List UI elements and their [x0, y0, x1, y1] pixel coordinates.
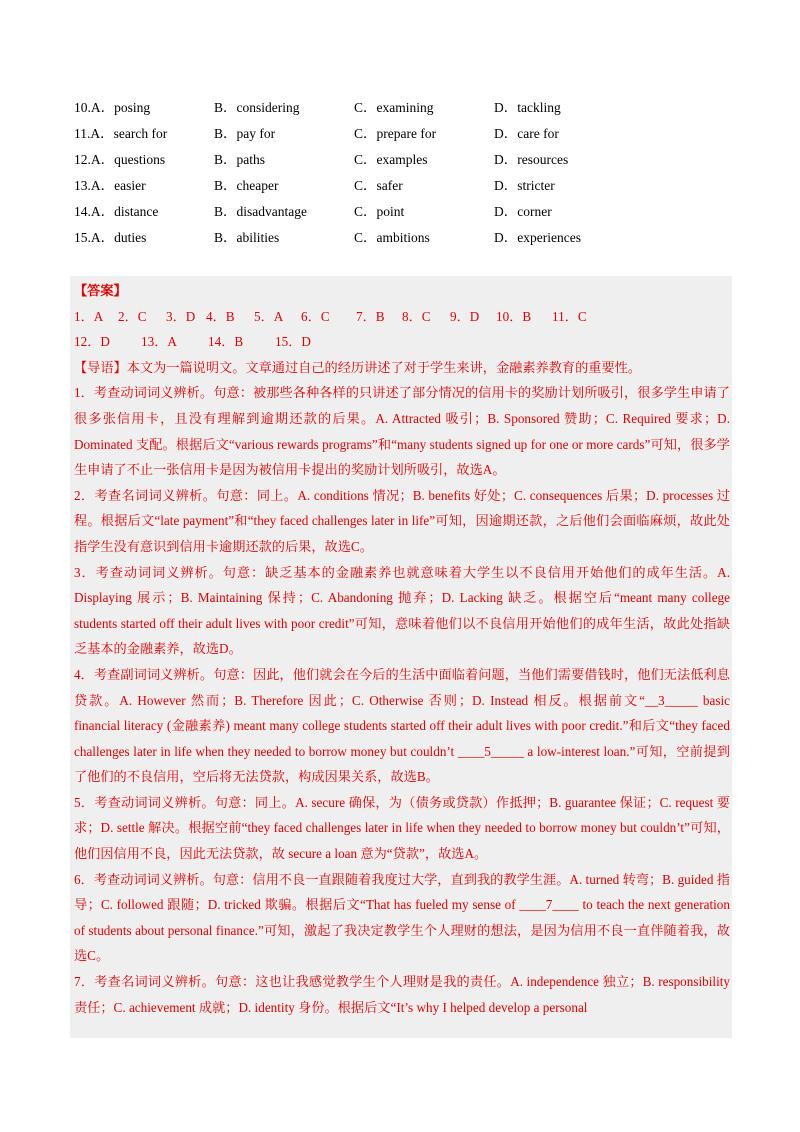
explanation-paragraph: 4．考查副词词义辨析。句意：因此，他们就会在今后的生活中面临着问题，当他们需要借钱时，他们无法低利息贷款。A. However 然而；B. Therefore 因此；C. Otherwise 否则；D. Instead 相反。根据前文“__3_____ basic financial literacy (金融素养) meant many college students started off their adult lives with poor credit.”和后文“they faced challenges later in life when they needed to borrow money but couldn’t ____5_____ a low-interest loan.”可知，空前提到了他们的不良信用，空后将无法贷款，构成因果关系，故选B。: [74, 666, 730, 785]
option-c: C．ambitions: [354, 230, 430, 245]
option-b: B．paths: [214, 152, 266, 167]
option-b: B．pay for: [214, 126, 276, 141]
explanation-paragraph: 7．考查名词词义辨析。句意：这也让我感觉教学生个人理财是我的责任。A. independence 独立；B. responsibility 责任；C. achievement 成就；D. identity 身份。根据后文“It’s why I helped develop a personal: [74, 974, 730, 1015]
answer-key: 14．B: [208, 334, 244, 350]
option-row-11: [74, 119, 734, 145]
option-b: B．abilities: [214, 230, 280, 245]
option-d: D．tackling: [494, 100, 561, 115]
option-c: C．safer: [354, 178, 403, 193]
option-a: 10.A．posing: [74, 100, 151, 115]
option-a: 13.A．easier: [74, 178, 146, 193]
options-list: [74, 93, 734, 249]
explanation-paragraph: 6．考查动词词义辨析。句意：信用不良一直跟随着我度过大学，直到我的教学生涯。A. turned 转弯；B. guided 指导；C. followed 跟随；D. tricked 欺骗。根据后文“That has fueled my sense of ____7____ to teach the next generation of students about personal finance.”可知，激起了我决定教学生个人理财的想法，是因为信用不良一直伴随着我，故选C。: [74, 871, 730, 964]
answer-key: 10．B: [496, 308, 532, 324]
option-c: C．prepare for: [354, 126, 437, 141]
answer-key: 4．B: [206, 308, 235, 324]
answer-section: [74, 278, 730, 1020]
answer-key: 1．A: [74, 308, 104, 324]
option-d: D．corner: [494, 204, 552, 219]
option-row-12: [74, 145, 734, 171]
answer-title: 【答案】: [74, 283, 127, 298]
answer-key: 13．A: [141, 334, 177, 350]
answer-key: 9．D: [450, 308, 480, 324]
answer-key: 12．D: [74, 334, 110, 350]
option-a: 11.A．search for: [74, 126, 168, 141]
option-c: C．examining: [354, 100, 434, 115]
explanation-paragraph: 3．考查动词词义辨析。句意：缺乏基本的金融素养也就意味着大学生以不良信用开始他们的成年生活。A. Displaying 展示；B. Maintaining 保持；C. Abandoning 抛弃；D. Lacking 缺乏。根据空后“meant many college students started off their adult lives with poor credit”可知，意味着他们以不良信用开始他们的成年生活，故此处指缺乏基本的金融素养，故选D。: [74, 564, 730, 657]
option-c: C．point: [354, 204, 405, 219]
answer-key: 2．C: [118, 308, 147, 324]
option-b: B．considering: [214, 100, 300, 115]
answer-key: 6．C: [301, 308, 330, 324]
explanation-paragraph: 1．考查动词词义辨析。句意：被那些各种各样的只讲述了部分情况的信用卡的奖励计划所吸引，很多学生申请了很多张信用卡，且没有理解到逾期还款的后果。A. Attracted 吸引；B. Sponsored 赞助；C. Required 要求；D. Dominated 支配。根据后文“various rewards programs”和“many students signed up for one or more cards”可知，很多学生申请了不止一张信用卡是因为被信用卡提出的奖励计划所吸引，故选A。: [74, 385, 730, 478]
option-row-10: [74, 93, 734, 119]
explanation-paragraph: 2．考查名词词义辨析。句意：同上。A. conditions 情况；B. benefits 好处；C. consequences 后果；D. processes 过程。根据后文“late payment”和“they faced challenges later in life”可知，因逾期还款，之后他们会面临麻烦，故此处指学生没有意识到信用卡逾期还款的后果，故选C。: [74, 487, 730, 554]
option-row-15: [74, 223, 734, 249]
answer-key-row-1: [74, 304, 730, 330]
answer-key: 15．D: [275, 334, 311, 350]
option-d: D．stricter: [494, 178, 555, 193]
answer-key: 11．C: [552, 308, 587, 324]
answer-key: 3．D: [166, 308, 196, 324]
option-a: 14.A．distance: [74, 204, 159, 219]
answer-key: 8．C: [402, 308, 431, 324]
option-d: D．resources: [494, 152, 569, 167]
option-a: 12.A．questions: [74, 152, 166, 167]
option-b: B．disadvantage: [214, 204, 307, 219]
intro-paragraph: 【导语】本文为一篇说明文。文章通过自己的经历讲述了对于学生来讲，金融素养教育的重要性。: [74, 359, 642, 375]
option-row-13: [74, 171, 734, 197]
answer-key-row-2: [74, 329, 730, 355]
option-b: B．cheaper: [214, 178, 279, 193]
explanation-paragraph: 5．考查动词词义辨析。句意：同上。A. secure 确保，为（债务或贷款）作抵押；B. guarantee 保证；C. request 要求；D. settle 解决。根据空前“they faced challenges later in life when they needed to borrow money but couldn’t”可知，他们因信用不良，因此无法贷款，故 secure a loan 意为“贷款”，故选A。: [74, 794, 730, 862]
option-c: C．examples: [354, 152, 428, 167]
answer-key: 7．B: [356, 308, 385, 324]
option-d: D．experiences: [494, 230, 581, 245]
answer-key: 5．A: [254, 308, 284, 324]
option-d: D．care for: [494, 126, 559, 141]
option-a: 15.A．duties: [74, 230, 147, 245]
option-row-14: [74, 197, 734, 223]
